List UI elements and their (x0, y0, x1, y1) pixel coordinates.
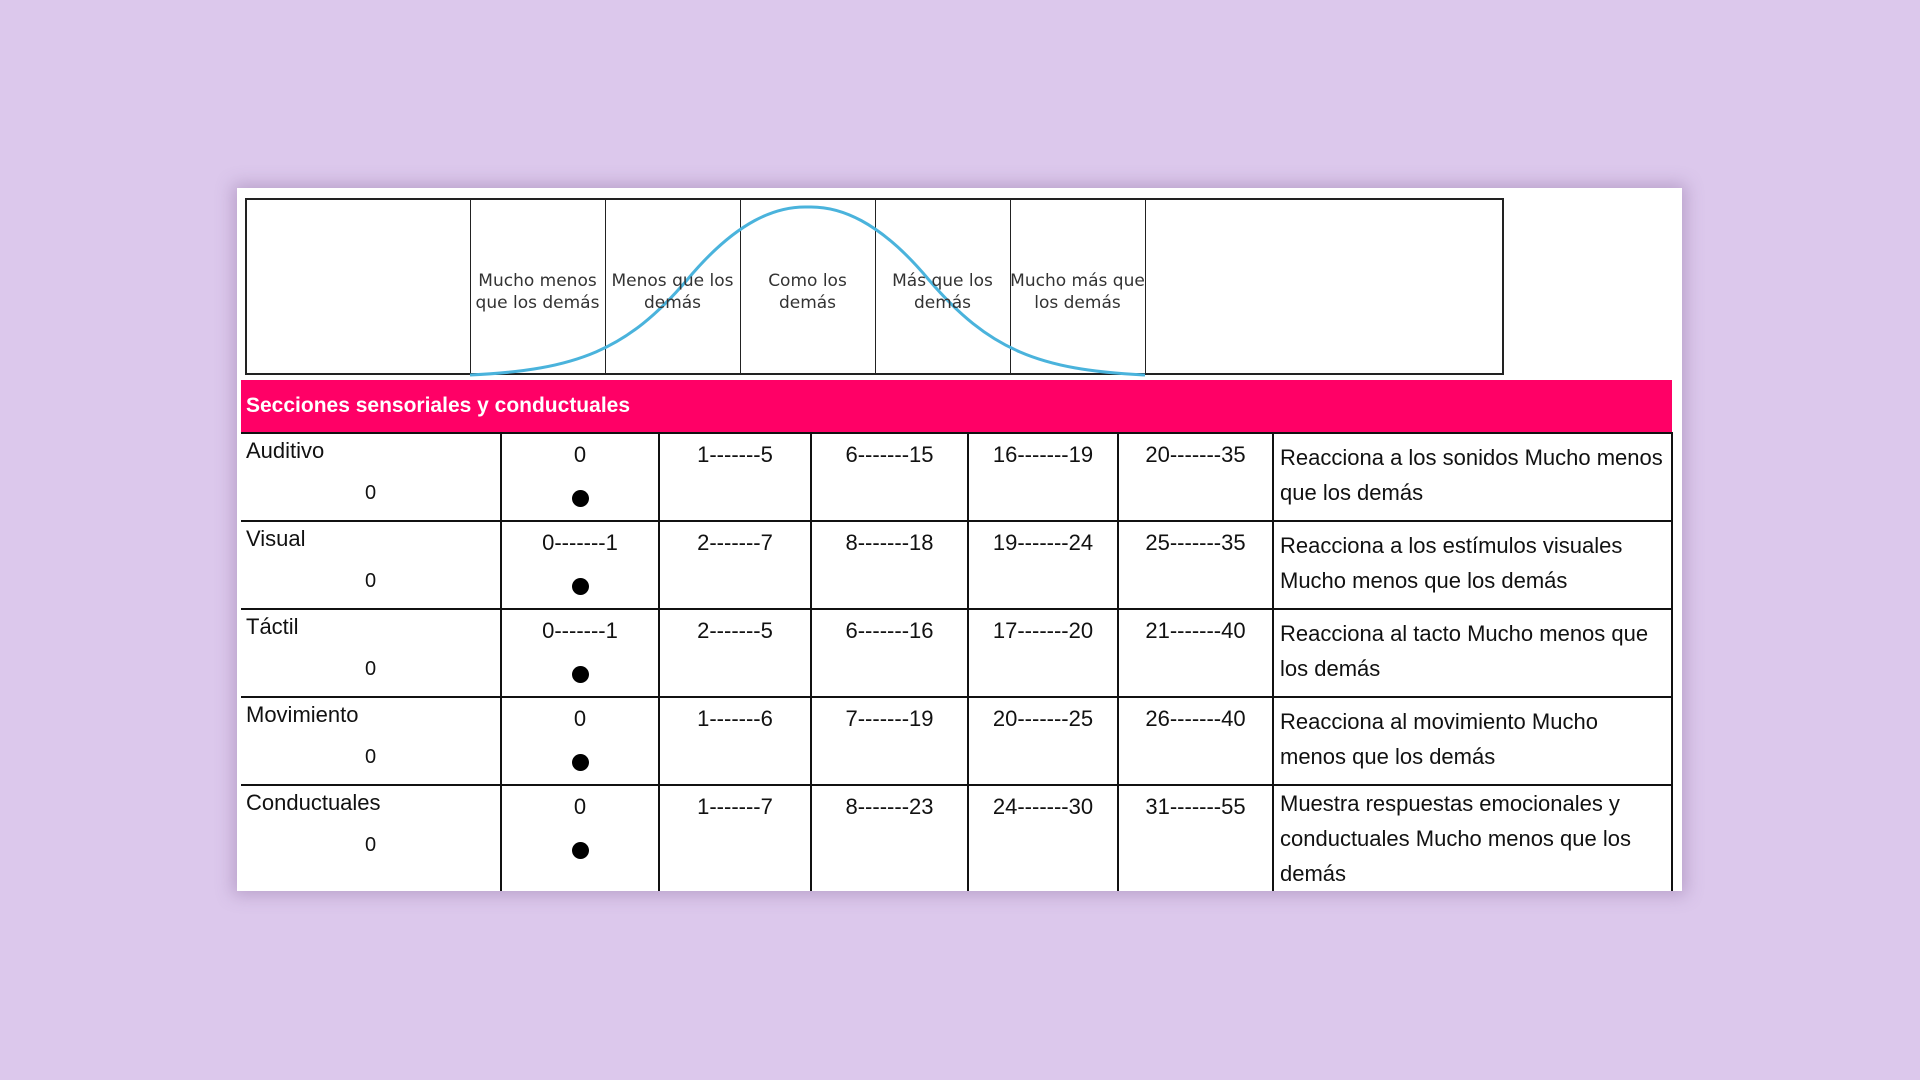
curve-label-como: Como los demás (768, 271, 847, 313)
range-cell: 2-------5 (659, 609, 811, 697)
table-row-movimiento (241, 697, 1672, 785)
range-value: 0-------1 (542, 530, 618, 555)
category-name: Auditivo (246, 438, 325, 463)
range-cell: 19-------24 (968, 521, 1118, 609)
range-cell: 6-------16 (811, 609, 968, 697)
description-cell: Reacciona a los estímulos visuales Mucho menos que los demás (1273, 521, 1672, 609)
category-cell (241, 433, 501, 521)
category-score: 0 (364, 746, 377, 768)
range-value: 0-------1 (542, 618, 618, 643)
range-cell (501, 521, 659, 609)
range-cell: 26-------40 (1118, 697, 1273, 785)
range-cell (501, 433, 659, 521)
range-cell: 16-------19 (968, 433, 1118, 521)
category-score: 0 (364, 570, 377, 592)
category-name: Visual (246, 526, 306, 551)
description-cell: Reacciona al tacto Mucho menos que los demás (1273, 609, 1672, 697)
range-cell (501, 609, 659, 697)
range-cell: 25-------35 (1118, 521, 1273, 609)
range-value: 0 (573, 794, 587, 819)
score-table (241, 432, 1673, 891)
category-name: Conductuales (246, 790, 381, 815)
description-cell: Reacciona al movimiento Mucho menos que los demás (1273, 697, 1672, 785)
marker-dot-icon (572, 490, 589, 507)
description-cell: Reacciona a los sonidos Mucho menos que los demás (1273, 433, 1672, 521)
table-row-conductuales (241, 785, 1672, 891)
curve-label-mucho-menos: Mucho menos que los demás (475, 271, 600, 313)
document-sheet (237, 188, 1682, 891)
marker-dot-icon (572, 754, 589, 771)
category-score: 0 (364, 834, 377, 856)
marker-dot-icon (572, 666, 589, 683)
marker-dot-icon (572, 578, 589, 595)
marker-dot-icon (572, 842, 589, 859)
curve-label-mas: Más que los demás (892, 271, 993, 313)
category-name: Movimiento (246, 702, 359, 727)
description-cell: Muestra respuestas emocionales y conductuales Mucho menos que los demás (1273, 785, 1672, 891)
range-value: 0 (573, 442, 587, 467)
category-cell (241, 785, 501, 891)
table-row-auditivo (241, 433, 1672, 521)
range-cell (501, 697, 659, 785)
curve-label-menos: Menos que los demás (611, 271, 734, 313)
range-cell: 8-------23 (811, 785, 968, 891)
category-score: 0 (364, 658, 377, 680)
range-cell: 17-------20 (968, 609, 1118, 697)
category-score: 0 (364, 482, 377, 504)
range-cell: 2-------7 (659, 521, 811, 609)
table-row-visual (241, 521, 1672, 609)
range-cell: 6-------15 (811, 433, 968, 521)
category-cell (241, 609, 501, 697)
category-name: Táctil (246, 614, 299, 639)
range-cell: 1-------5 (659, 433, 811, 521)
category-cell (241, 521, 501, 609)
range-cell: 31-------55 (1118, 785, 1273, 891)
range-cell: 21-------40 (1118, 609, 1273, 697)
range-cell: 1-------6 (659, 697, 811, 785)
range-value: 0 (573, 706, 587, 731)
category-cell (241, 697, 501, 785)
range-cell: 7-------19 (811, 697, 968, 785)
section-title-bar: Secciones sensoriales y conductuales (241, 380, 1672, 432)
range-cell: 8-------18 (811, 521, 968, 609)
table-row-tactil (241, 609, 1672, 697)
range-cell: 1-------7 (659, 785, 811, 891)
range-cell: 20-------25 (968, 697, 1118, 785)
range-cell: 20-------35 (1118, 433, 1273, 521)
bell-curve-header (245, 198, 1504, 375)
curve-label-mucho-mas: Mucho más que los demás (1010, 271, 1145, 313)
range-cell (501, 785, 659, 891)
range-cell: 24-------30 (968, 785, 1118, 891)
